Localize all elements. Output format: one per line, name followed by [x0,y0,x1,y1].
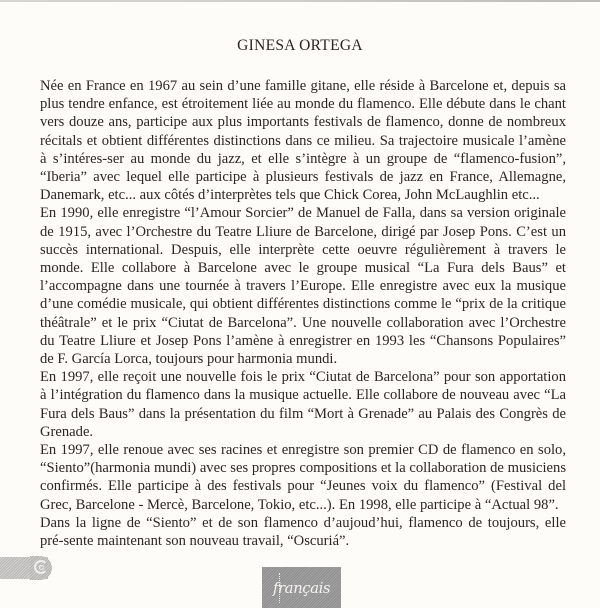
biography-text [40,77,566,550]
bio-paragraph-1990: En 1990, elle enregistre “l’Amour Sorcier” de Manuel de Falla, dans sa version originale de 1915, avec l’Orchestre du Teatre Lliure de Barcelone, dirigé par Josep Pons. C’est un succès international. Despuis, elle interprète cette oeuvre régulièrement à travers le monde. Elle collabore à Barcelone avec le groupe musical “La Fura dels Baus” et l’accompagne dans une tournée à travers l’Europe. Elle enregistre avec eux la musique d’une comédie musicale, qui obtient différentes distinctions comme le “prix de la critique théâtrale” et le prix “Ciutat de Barcelona”. Une nouvelle collaboration avec l’Orchestre du Teatre Lliure et Josep Pons l’amène à enregistrer en 1993 les “Chansons Populaires” de F. García Lorca, toujours pour harmonia mundi. [40,205,566,368]
bio-paragraph-1997-siento: En 1997, elle renoue avec ses racines et enregistre son premier CD de flamenco en solo, “Siento”(harmonia mundi) avec ses propres compositions et la collaboration de musiciens confirmés. Elle participe à des festivals pour “Jeunes voix du flamenco” (Festival del Grec, Barcelone - Mercè, Barcelone, Tokio, etc...). En 1998, elle participe à “Actual 98”. [40,442,566,513]
bio-paragraph-1997-award: En 1997, elle reçoit une nouvelle fois le prix “Ciutat de Barcelona” pour son apportation à l’intégration du flamenco dans la musique actuelle. Elle collabore de nouveau avec “La Fura dels Baus” dans la présentation du film “Mort à Grenade” au Palais des Congrès de Grenade. [40,369,566,440]
swirl-center-icon [39,565,44,570]
page-top-edge [0,0,600,2]
francais-label: français [272,578,331,597]
page-title: GINESA ORTEGA [237,37,363,54]
francais-language-badge [262,567,341,608]
bio-paragraph-early-life: Née en France en 1967 au sein d’une famille gitane, elle réside à Barcelone et, depuis sa plus tendre enfance, est étroitement liée au monde du flamenco. Elle débute dans le chant vers douze ans, participe aux plus importants festivals de flamenco, donne de nombreux récitals et obtient différentes distinctions dans ce milieu. Sa trajectoire musicale l’amène à s’intéres-ser au monde du jazz, et elle s’intègre à un groupe de “flamenco-fusion”, “Iberia” avec lequel elle participe à plusieurs festivals de jazz en France, Allemagne, Danemark, etc... aux côtés d’interprètes tels que Chick Corea, John McLaughlin etc... [40,78,566,204]
bio-paragraph-oscuria: Dans la ligne de “Siento” et de son flamenco d’aujoud’hui, flamenco de toujours, elle pré-sente maintenant son nouveau travail, “Oscuriá”. [40,514,566,550]
